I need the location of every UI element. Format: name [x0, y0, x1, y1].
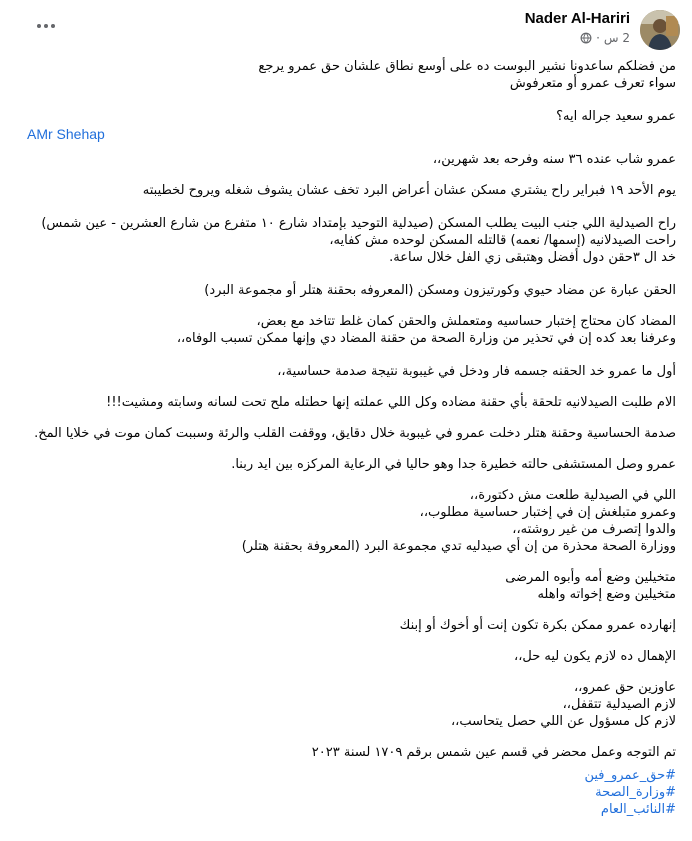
post-paragraph [16, 215, 676, 266]
post-paragraph [16, 58, 676, 92]
post-paragraph [16, 108, 676, 125]
post-text-line: اللي في الصيدلية طلعت مش دكتورة،، [469, 488, 676, 503]
post-paragraph [16, 456, 676, 473]
meta-separator: · [596, 31, 600, 45]
post-text-line: عمرو وصل المستشفى حالته خطيرة جدا وهو حاليا في الرعاية المركزه بين ايد ربنا. [231, 457, 676, 472]
post-text-line: من فضلكم ساعدونا نشير البوست ده على أوسع نطاق علشان حق عمرو يرجع [258, 59, 676, 74]
hashtag-link[interactable]: #حق_عمرو_فين [584, 768, 676, 783]
post-paragraph [16, 569, 676, 603]
post-text-line: والدوا إتصرف من غير روشته،، [512, 522, 676, 537]
post-text-line: المضاد كان محتاج إختبار حساسيه ومتعملش والحقن كمان غلط تتاخد مع بعض، [256, 314, 676, 329]
mention-link[interactable]: AMr Shehap [27, 126, 105, 142]
post-paragraph [16, 151, 676, 168]
post-paragraph [16, 182, 676, 199]
post-text-line: عاوزين حق عمرو،، [573, 680, 676, 695]
post-paragraph [16, 313, 676, 347]
post-text-line: تم التوجه وعمل محضر في قسم عين شمس برقم ١٧٠٩ لسنة ٢٠٢٣ [311, 745, 676, 760]
author-name[interactable]: Nader Al-Hariri [524, 10, 630, 27]
hashtag-list [16, 767, 676, 818]
post-paragraph [16, 617, 676, 634]
post-text-line: راح الصيدلية اللي جنب البيت يطلب المسكن (صيدلية التوحيد بإمتداد شارع ١٠ متفرع من شارع العشرين - عين شمس) [41, 216, 676, 231]
post-text-line: صدمة الحساسية وحقنة هتلر دخلت عمرو في غيبوبة خلال دقايق، ووقفت القلب والرئة وسببت كمان موت في خلايا المخ. [34, 426, 676, 441]
post-text-line: وعرفنا بعد كده إن في تحذير من وزارة الصحة من حقنة المضاد دي وإنها ممكن تسبب الوفاه،، [176, 331, 676, 346]
post-text-line: وعمرو متبلغش إن في إختبار حساسية مطلوب،، [419, 505, 676, 520]
post-text-line: يوم الأحد ١٩ فبراير راح يشتري مسكن عشان أعراض البرد تخف عشان يشوف شغله ويروح لخطيبته [142, 183, 676, 198]
post-text-line: الإهمال ده لازم يكون ليه حل،، [514, 649, 676, 664]
hashtag-link[interactable]: #وزارة_الصحة [595, 785, 676, 800]
post-text-line: ووزارة الصحة محذرة من إن أي صيدليه تدي مجموعة البرد (المعروفة بحقنة هتلر) [241, 539, 676, 554]
post-meta [580, 31, 630, 45]
profile-photo [640, 10, 680, 50]
hashtag-link[interactable]: #النائب_العام [600, 802, 676, 817]
post-text-line: الحقن عبارة عن مضاد حيوي وكورتيزون ومسكن (المعروفه بحقنة هتلر أو مجموعة البرد) [204, 283, 676, 298]
post-time[interactable]: 2 س [603, 31, 630, 45]
more-horizontal-icon [37, 24, 55, 28]
post-text-line: خد ال ٣حقن دول أفضل وهتبقى زي الفل خلال ساعة. [389, 250, 676, 265]
post-body [16, 58, 676, 818]
post-paragraph [16, 648, 676, 665]
post-text-line: راحت الصيدلانيه (إسمها/ نعمه) قالتله المسكن لوحده مش كفايه، [329, 233, 676, 248]
post-text-line: عمرو شاب عنده ٣٦ سنه وفرحه بعد شهرين،، [432, 152, 676, 167]
post-text-line: متخيلين وضع أمه وأبوه المرضى [505, 570, 676, 585]
post-paragraph [16, 282, 676, 299]
post-text-line: عمرو سعيد جراله ايه؟ [556, 109, 676, 124]
post-paragraph [16, 363, 676, 380]
post-text-line: سواء تعرف عمرو أو متعرفوش [509, 76, 676, 91]
post-paragraph [16, 679, 676, 730]
post-paragraph [16, 394, 676, 411]
more-options-button[interactable] [32, 12, 60, 40]
post-paragraph [16, 425, 676, 442]
post-text-line: متخيلين وضع إخواته واهله [537, 587, 676, 602]
post-text-line: لازم كل مسؤول عن اللي حصل يتحاسب،، [450, 714, 676, 729]
post-paragraph [16, 487, 676, 555]
post-text-line: الام طلبت الصيدلانيه تلحقة بأي حقنة مضاده وكل اللي عملته إنها حطتله ملح تحت لسانه وسابته ومشيت!!! [106, 395, 676, 410]
post-text-line: لازم الصيدلية تتقفل،، [562, 697, 676, 712]
globe-icon[interactable] [580, 32, 592, 44]
post-text-line: إنهارده عمرو ممكن بكرة تكون إنت أو أخوك أو إبنك [399, 618, 676, 633]
post-paragraph [16, 744, 676, 761]
avatar[interactable] [640, 10, 680, 50]
post-text-line: أول ما عمرو خد الحقنه جسمه فار ودخل في غيبوبة نتيجة صدمة حساسية،، [277, 364, 676, 379]
